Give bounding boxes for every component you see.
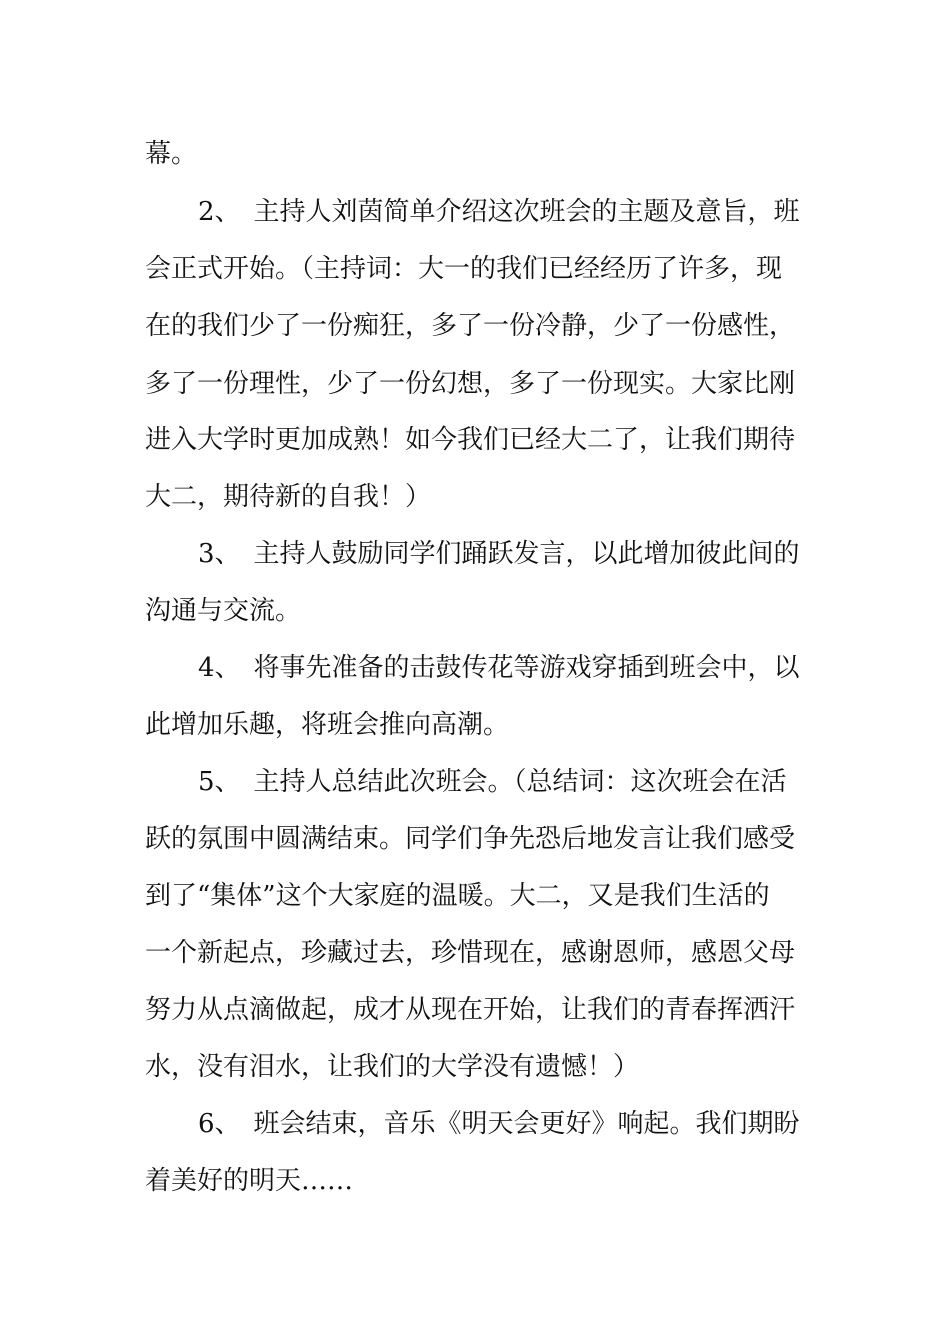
text-line: 3、 主持人鼓励同学们踊跃发言，以此增加彼此间的 (198, 539, 800, 569)
text-line: 进入大学时更加成熟！如今我们已经大二了，让我们期待 (145, 425, 796, 455)
text-line: 此增加乐趣，将班会推向高潮。 (145, 710, 510, 740)
text-line: 到了“集体”这个大家庭的温暖。大二，又是我们生活的 (145, 881, 770, 911)
text-line: 跃的氛围中圆满结束。同学们争先恐后地发言让我们感受 (145, 824, 796, 854)
text-line: 会正式开始。（主持词：大一的我们已经经历了许多，现 (145, 254, 783, 284)
text-line: 一个新起点，珍藏过去，珍惜现在，感谢恩师，感恩父母 (145, 938, 796, 968)
text-line: 5、 主持人总结此次班会。（总结词：这次班会在活 (198, 767, 787, 797)
text-line: 多了一份理性，少了一份幻想，多了一份现实。大家比刚 (145, 369, 796, 399)
text-line: 4、 将事先准备的击鼓传花等游戏穿插到班会中，以 (198, 653, 800, 683)
text-line: 在的我们少了一份痴狂，多了一份冷静，少了一份感性， (145, 311, 796, 341)
text-line: 幕。 (145, 139, 198, 169)
text-line: 2、 主持人刘茵简单介绍这次班会的主题及意旨，班 (198, 197, 800, 227)
text-line: 水，没有泪水，让我们的大学没有遗憾！） (145, 1052, 640, 1082)
text-line: 沟通与交流。 (145, 596, 302, 626)
text-line: 着美好的明天…… (145, 1166, 354, 1196)
text-line: 努力从点滴做起，成才从现在开始，让我们的青春挥洒汗 (145, 995, 796, 1025)
text-line: 6、 班会结束，音乐《明天会更好》响起。我们期盼 (198, 1109, 800, 1139)
text-line: 大二，期待新的自我！） (145, 482, 432, 512)
